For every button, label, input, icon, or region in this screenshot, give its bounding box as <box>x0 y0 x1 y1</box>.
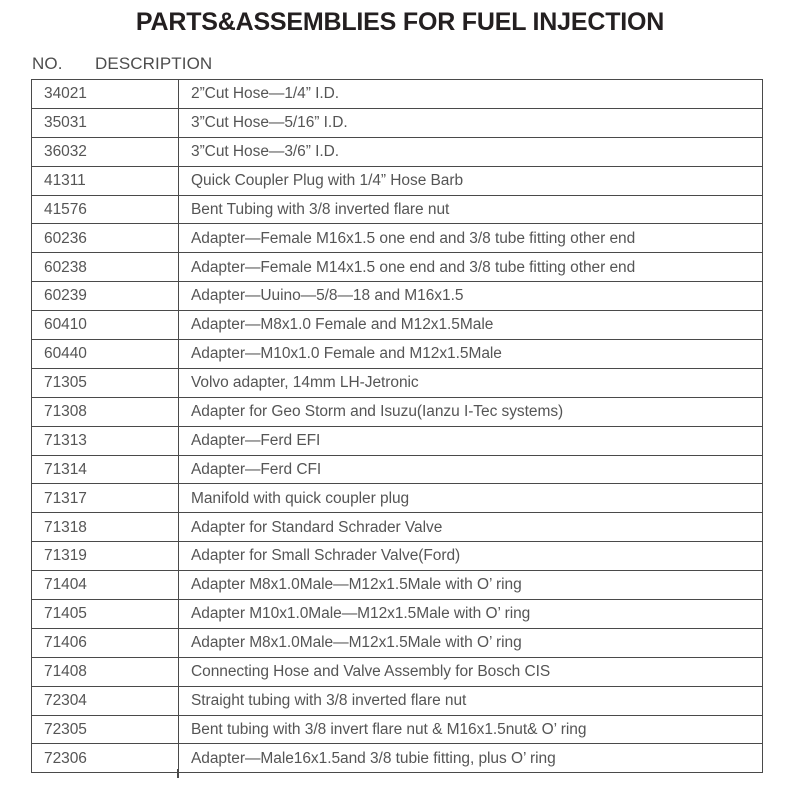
cell-description: Adapter—Ferd EFI <box>179 426 763 455</box>
table-row <box>32 166 763 195</box>
cell-description: Adapter—Female M16x1.5 one end and 3/8 tube fitting other end <box>179 224 763 253</box>
cell-description: Quick Coupler Plug with 1/4” Hose Barb <box>179 166 763 195</box>
cell-part-number: 35031 <box>32 108 179 137</box>
cell-part-number: 60236 <box>32 224 179 253</box>
cell-part-number: 71318 <box>32 513 179 542</box>
table-row <box>32 744 763 773</box>
table-row <box>32 455 763 484</box>
cell-description: Adapter—M8x1.0 Female and M12x1.5Male <box>179 311 763 340</box>
cell-part-number: 36032 <box>32 137 179 166</box>
cell-description: Adapter—Ferd CFI <box>179 455 763 484</box>
parts-table <box>31 79 763 773</box>
cell-description: Straight tubing with 3/8 inverted flare nut <box>179 686 763 715</box>
cell-description: Bent tubing with 3/8 invert flare nut & M16x1.5nut& O’ ring <box>179 715 763 744</box>
cell-description: Adapter M8x1.0Male—M12x1.5Male with O’ ring <box>179 571 763 600</box>
table-row <box>32 657 763 686</box>
cell-part-number: 72305 <box>32 715 179 744</box>
table-row <box>32 397 763 426</box>
cell-part-number: 72306 <box>32 744 179 773</box>
parts-table-body <box>32 80 763 773</box>
table-row <box>32 628 763 657</box>
table-row <box>32 484 763 513</box>
cell-part-number: 71308 <box>32 397 179 426</box>
cell-description: Bent Tubing with 3/8 inverted flare nut <box>179 195 763 224</box>
table-row <box>32 340 763 369</box>
cell-part-number: 71406 <box>32 628 179 657</box>
cell-description: Connecting Hose and Valve Assembly for Bosch CIS <box>179 657 763 686</box>
cell-description: Adapter—M10x1.0 Female and M12x1.5Male <box>179 340 763 369</box>
cell-part-number: 71317 <box>32 484 179 513</box>
cell-description: Adapter—Uuino—5/8—18 and M16x1.5 <box>179 282 763 311</box>
cell-part-number: 41311 <box>32 166 179 195</box>
cell-description: 3”Cut Hose—3/6” I.D. <box>179 137 763 166</box>
cell-description: Adapter M10x1.0Male—M12x1.5Male with O’ ring <box>179 600 763 629</box>
table-row <box>32 195 763 224</box>
cell-part-number: 71319 <box>32 542 179 571</box>
table-row <box>32 368 763 397</box>
cell-description: Adapter for Small Schrader Valve(Ford) <box>179 542 763 571</box>
column-heading-no: NO. <box>32 54 63 73</box>
cell-part-number: 60239 <box>32 282 179 311</box>
cell-part-number: 60440 <box>32 340 179 369</box>
cell-part-number: 71408 <box>32 657 179 686</box>
table-row <box>32 224 763 253</box>
page-title: PARTS&ASSEMBLIES FOR FUEL INJECTION <box>135 8 665 36</box>
cell-description: Adapter—Female M14x1.5 one end and 3/8 tube fitting other end <box>179 253 763 282</box>
table-row <box>32 542 763 571</box>
column-headings <box>31 54 762 76</box>
table-row <box>32 108 763 137</box>
table-row <box>32 311 763 340</box>
cell-part-number: 72304 <box>32 686 179 715</box>
cell-part-number: 71314 <box>32 455 179 484</box>
table-row <box>32 80 763 109</box>
cell-part-number: 71313 <box>32 426 179 455</box>
table-row <box>32 571 763 600</box>
cell-part-number: 71405 <box>32 600 179 629</box>
cell-description: Adapter for Standard Schrader Valve <box>179 513 763 542</box>
cell-part-number: 71305 <box>32 368 179 397</box>
cell-part-number: 60410 <box>32 311 179 340</box>
table-row <box>32 600 763 629</box>
table-row <box>32 253 763 282</box>
table-row <box>32 686 763 715</box>
cell-part-number: 34021 <box>32 80 179 109</box>
cell-part-number: 41576 <box>32 195 179 224</box>
cell-description: Volvo adapter, 14mm LH-Jetronic <box>179 368 763 397</box>
cell-description: Adapter—Male16x1.5and 3/8 tubie fitting, plus O’ ring <box>179 744 763 773</box>
cell-part-number: 60238 <box>32 253 179 282</box>
table-row <box>32 426 763 455</box>
column-heading-description: DESCRIPTION <box>95 54 213 73</box>
cell-description: 2”Cut Hose—1/4” I.D. <box>179 80 763 109</box>
table-row <box>32 282 763 311</box>
cell-part-number: 71404 <box>32 571 179 600</box>
cell-description: Manifold with quick coupler plug <box>179 484 763 513</box>
cell-description: 3”Cut Hose—5/16” I.D. <box>179 108 763 137</box>
table-row <box>32 513 763 542</box>
column-divider-tail <box>177 769 179 778</box>
table-row <box>32 137 763 166</box>
cell-description: Adapter M8x1.0Male—M12x1.5Male with O’ ring <box>179 628 763 657</box>
table-row <box>32 715 763 744</box>
cell-description: Adapter for Geo Storm and Isuzu(Ianzu I-Tec systems) <box>179 397 763 426</box>
